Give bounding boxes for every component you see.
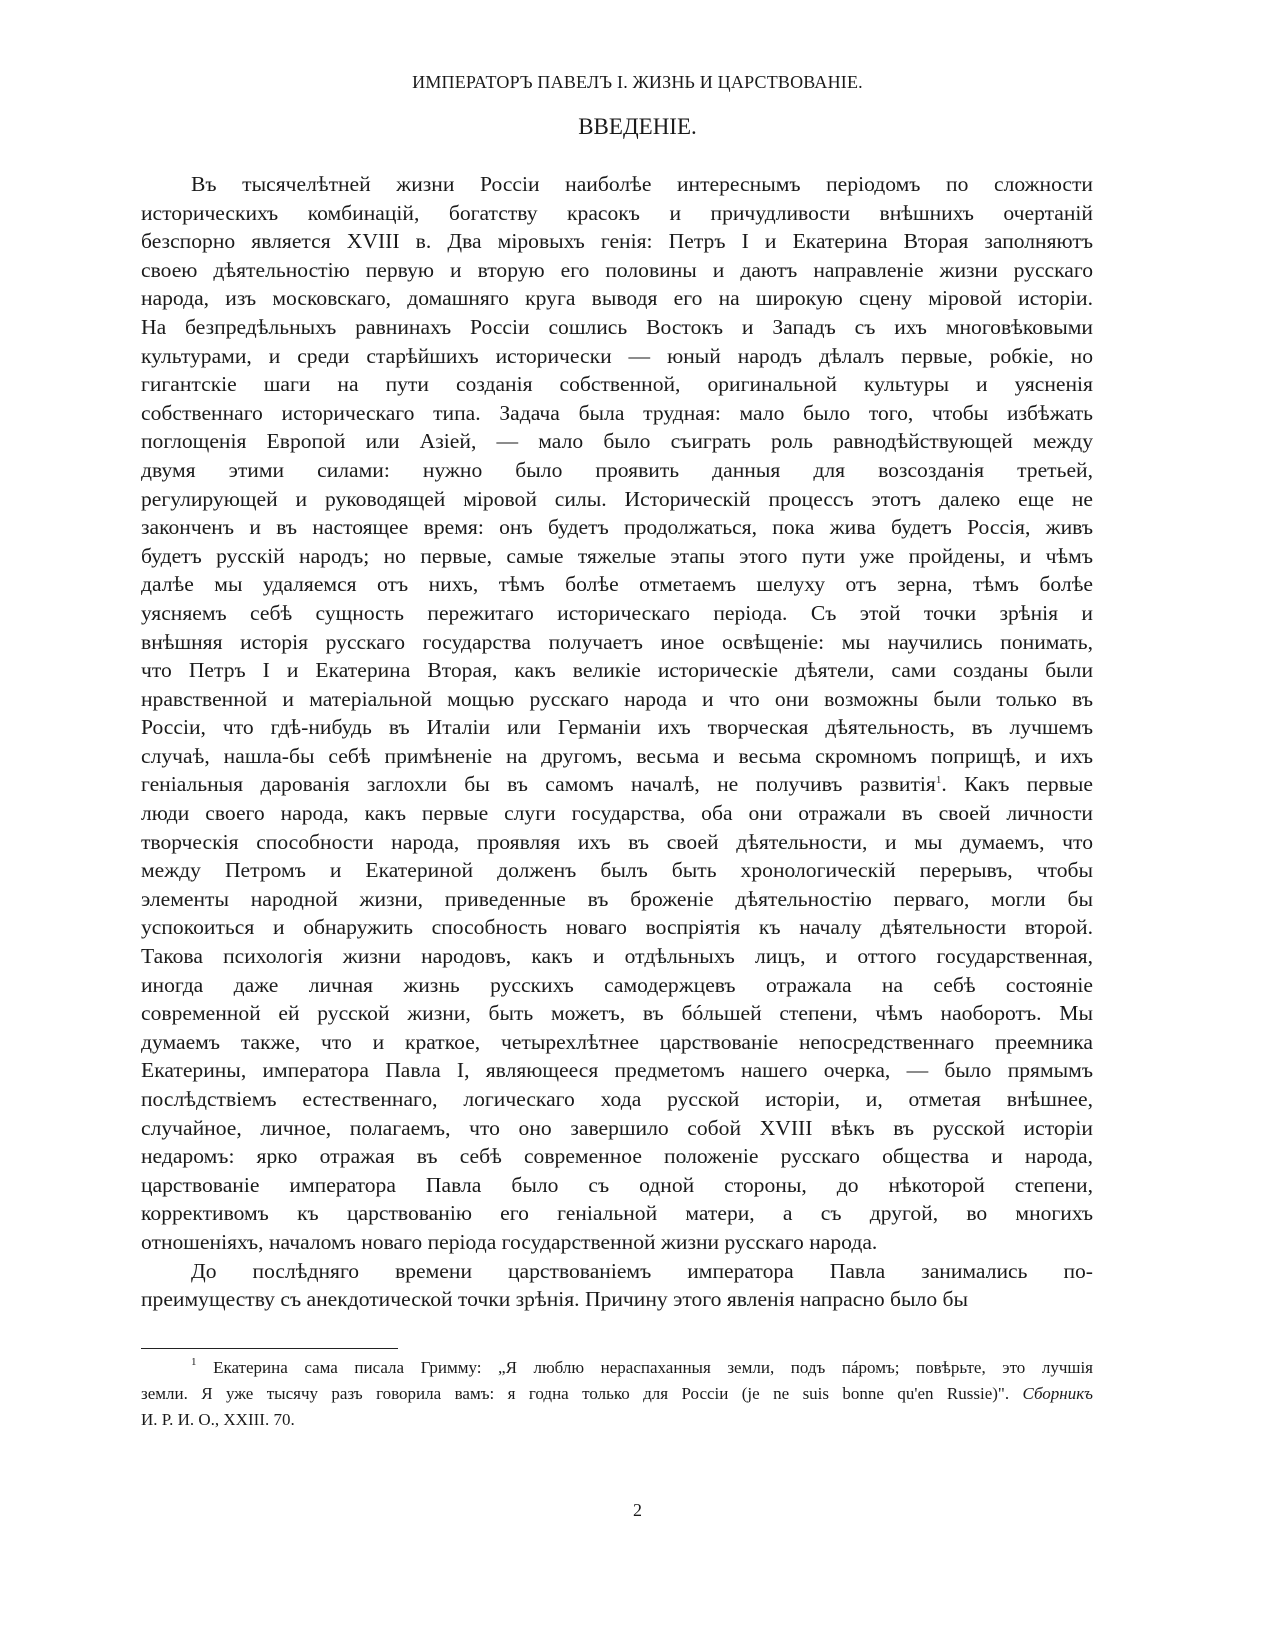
text-line: творческія способности народа, проявляя ихъ въ своей дѣятельности, и мы думаемъ, что bbox=[141, 829, 1093, 854]
text-line: думаемъ также, что и краткое, четырехлѣтнее царствованіе непосредственнаго преемника bbox=[141, 1029, 1093, 1054]
text-line: недаромъ: ярко отражая въ себѣ современное положеніе русскаго общества и народа, bbox=[141, 1144, 1093, 1169]
text-line: между Петромъ и Екатериной долженъ былъ быть хронологическій перерывъ, чтобы bbox=[141, 858, 1093, 883]
footnote-marker: 1 bbox=[191, 1356, 197, 1368]
text-segment: геніальныя дарованія заглохли бы въ самомъ началѣ, не получивъ развитія bbox=[141, 772, 936, 797]
footnote-line: земли. Я уже тысячу разъ говорила вамъ: я годна только для Россіи (je ne suis bonne qu'en Russie)". Сборникъ bbox=[141, 1384, 1093, 1403]
text-line: случайное, личное, полагаемъ, что оно завершило собой XVIII вѣкъ въ русской исторіи bbox=[141, 1115, 1093, 1140]
footnote-reference[interactable]: 1 bbox=[935, 774, 942, 787]
text-line: Въ тысячелѣтней жизни Россіи наиболѣе интереснымъ періодомъ по сложности bbox=[191, 172, 1093, 196]
text-line: элементы народной жизни, приведенные въ броженіе дѣятельностію перваго, могли бы bbox=[141, 886, 1093, 911]
text-line: будетъ русскій народъ; но первые, самые тяжелые этапы этого пути уже пройдены, и чѣмъ bbox=[141, 543, 1093, 568]
text-line: народа, изъ московскаго, домашняго круга выводя его на широкую сцену міровой исторіи. bbox=[141, 286, 1093, 311]
text-line: люди своего народа, какъ первые слуги государства, оба они отражали въ своей личности bbox=[141, 801, 1093, 826]
text-line: гигантскіе шаги на пути созданія собственной, оригинальной культуры и уясненія bbox=[141, 372, 1093, 397]
text-line: современной ей русской жизни, быть можетъ, въ бóльшей степени, чѣмъ наоборотъ. Мы bbox=[141, 1001, 1093, 1026]
text-line: отношеніяхъ, началомъ новаго періода государственной жизни русскаго народа. bbox=[141, 1229, 878, 1254]
text-line: царствованіе императора Павла было съ одной стороны, до нѣкоторой степени, bbox=[141, 1172, 1093, 1197]
section-title: ВВЕДЕНІЕ. bbox=[578, 114, 697, 139]
text-line: случаѣ, нашла-бы себѣ примѣненіе на другомъ, весьма и весьма скромномъ поприщѣ, и ихъ bbox=[141, 743, 1093, 768]
text-line: законченъ и въ настоящее время: онъ будетъ продолжаться, пока жива будетъ Россія, живъ bbox=[141, 515, 1093, 540]
text-line: успокоиться и обнаружить способность новаго воспріятія къ началу дѣятельности второй. bbox=[141, 915, 1093, 940]
text-line: На безпредѣльныхъ равнинахъ Россіи сошлись Востокъ и Западъ съ ихъ многовѣковыми bbox=[141, 314, 1093, 339]
body-text bbox=[141, 170, 1093, 1314]
footnote-line: $^1$ Екатерина сама писала Гримму: „Я люблю нераспаханныя земли, подъ пáромъ; повѣрьте, это лучшія bbox=[191, 1356, 1093, 1377]
text-line: историческихъ комбинацій, богатству красокъ и причудливости внѣшнихъ очертаній bbox=[141, 200, 1093, 225]
running-head: ИМПЕРАТОРЪ ПАВЕЛЪ I. ЖИЗНЬ И ЦАРСТВОВАНІЕ. bbox=[412, 72, 863, 92]
text-line: До послѣдняго времени царствованіемъ императора Павла занимались по- bbox=[191, 1258, 1093, 1283]
text-line: послѣдствіемъ естественнаго, логическаго хода русской исторіи, и, отметая внѣшнее, bbox=[141, 1087, 1093, 1111]
text-line: нравственной и матеріальной мощью русскаго народа и что они возможны были только въ bbox=[141, 686, 1093, 711]
text-line: регулирующей и руководящей міровой силы. Историческій процессъ этотъ далеко еще не bbox=[141, 486, 1093, 511]
text-line: уясняемъ себѣ сущность пережитаго историческаго періода. Съ этой точки зрѣнія и bbox=[141, 600, 1093, 625]
text-line bbox=[141, 770, 1093, 799]
footnote-divider bbox=[141, 1348, 398, 1349]
text-line: безспорно является XVIII в. Два міровыхъ генія: Петръ I и Екатерина Вторая заполняютъ bbox=[141, 229, 1093, 254]
text-line: Такова психологія жизни народовъ, какъ и отдѣльныхъ лицъ, и оттого государственная, bbox=[141, 944, 1093, 969]
text-line: Екатерины, императора Павла I, являющееся предметомъ нашего очерка, — было прямымъ bbox=[141, 1058, 1093, 1083]
text-line: что Петръ I и Екатерина Вторая, какъ великіе историческіе дѣятели, сами созданы были bbox=[141, 658, 1093, 683]
text-line: преимуществу съ анекдотической точки зрѣнія. Причину этого явленія напрасно было бы bbox=[141, 1287, 969, 1312]
text-line: культурами, и среди старѣйшихъ исторически — юный народъ дѣлалъ первые, робкіе, но bbox=[141, 343, 1093, 368]
text-segment: . Какъ первые bbox=[941, 772, 1094, 797]
footnote-line: И. Р. И. О., XXIII. 70. bbox=[141, 1410, 295, 1429]
text-line: собственнаго историческаго типа. Задача была трудная: мало было того, чтобы избѣжать bbox=[141, 400, 1093, 425]
text-line: Россіи, что гдѣ-нибудь въ Италіи или Германіи ихъ творческая дѣятельность, въ лучшемъ bbox=[141, 715, 1093, 740]
text-line: иногда даже личная жизнь русскихъ самодержцевъ отражала на себѣ состояніе bbox=[141, 972, 1093, 997]
text-line: внѣшняя исторія русскаго государства получаетъ иное освѣщеніе: мы научились понимать, bbox=[141, 629, 1093, 654]
text-line: двумя этими силами: нужно было проявить данныя для возсозданія третьей, bbox=[141, 457, 1093, 482]
page-number: 2 bbox=[633, 1500, 642, 1520]
footnote bbox=[141, 1355, 1093, 1433]
footnote-source: Сборникъ bbox=[1022, 1384, 1093, 1403]
text-line: поглощенія Европой или Азіей, — мало было съиграть роль равнодѣйствующей между bbox=[141, 429, 1093, 454]
text-line: далѣе мы удаляемся отъ нихъ, тѣмъ болѣе отметаемъ шелуху отъ зерна, тѣмъ болѣе bbox=[141, 572, 1093, 597]
text-line: своею дѣятельностію первую и вторую его половины и даютъ направленіе жизни русскаго bbox=[141, 257, 1093, 282]
text-line: коррективомъ къ царствованію его геніальной матери, а съ другой, во многихъ bbox=[141, 1201, 1093, 1226]
